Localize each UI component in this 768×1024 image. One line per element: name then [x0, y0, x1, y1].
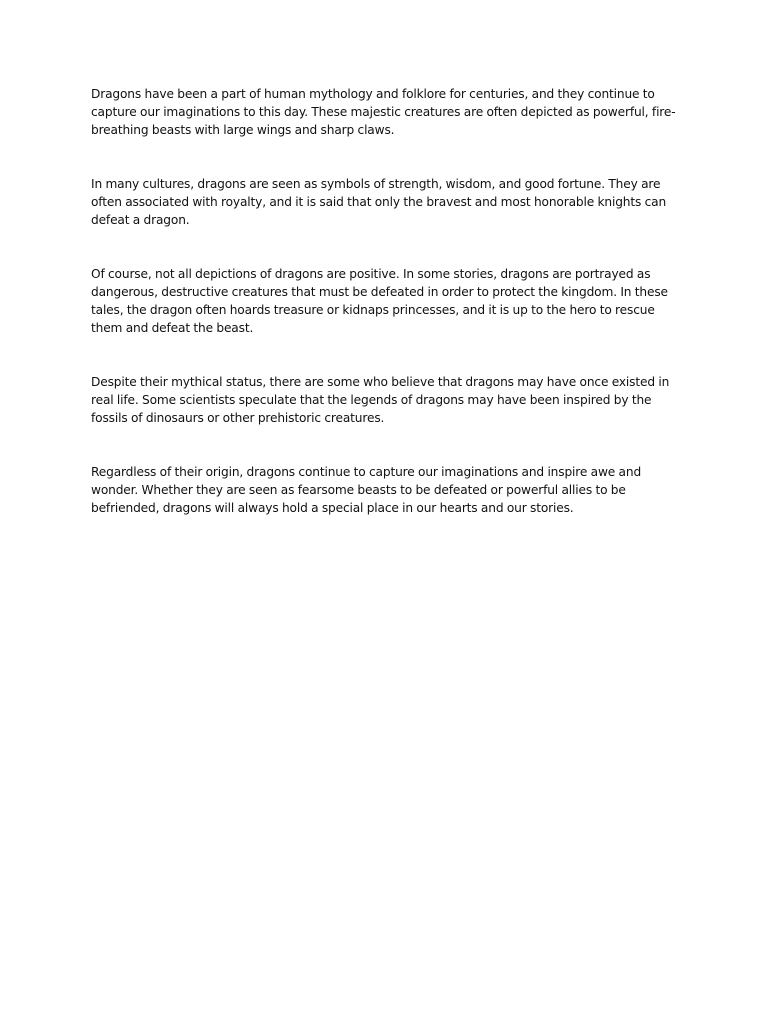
paragraph-1: Dragons have been a part of human mythology and folklore for centuries, and they continue to capture our imaginations to this day. These majestic creatures are often depicted as powerful, fire-breathing beasts with large wings and sharp claws.: [91, 87, 676, 137]
paragraph-4: Despite their mythical status, there are some who believe that dragons may have once existed in real life. Some scientists speculate that the legends of dragons may have been inspired by the fossils of dinosaurs or other prehistoric creatures.: [91, 375, 670, 425]
document-body: [91, 85, 686, 553]
paragraph-5: Regardless of their origin, dragons continue to capture our imaginations and inspire awe and wonder. Whether they are seen as fearsome beasts to be defeated or powerful allies to be befriended, dragons will always hold a special place in our hearts and our stories.: [91, 465, 642, 515]
paragraph-2: In many cultures, dragons are seen as symbols of strength, wisdom, and good fortune. They are often associated with royalty, and it is said that only the bravest and most honorable knights can defeat a dragon.: [91, 177, 667, 227]
paragraph-3: Of course, not all depictions of dragons are positive. In some stories, dragons are portrayed as dangerous, destructive creatures that must be defeated in order to protect the kingdom. In these tales, the dragon often hoards treasure or kidnaps princesses, and it is up to the hero to rescue them and defeat the beast.: [91, 267, 668, 335]
